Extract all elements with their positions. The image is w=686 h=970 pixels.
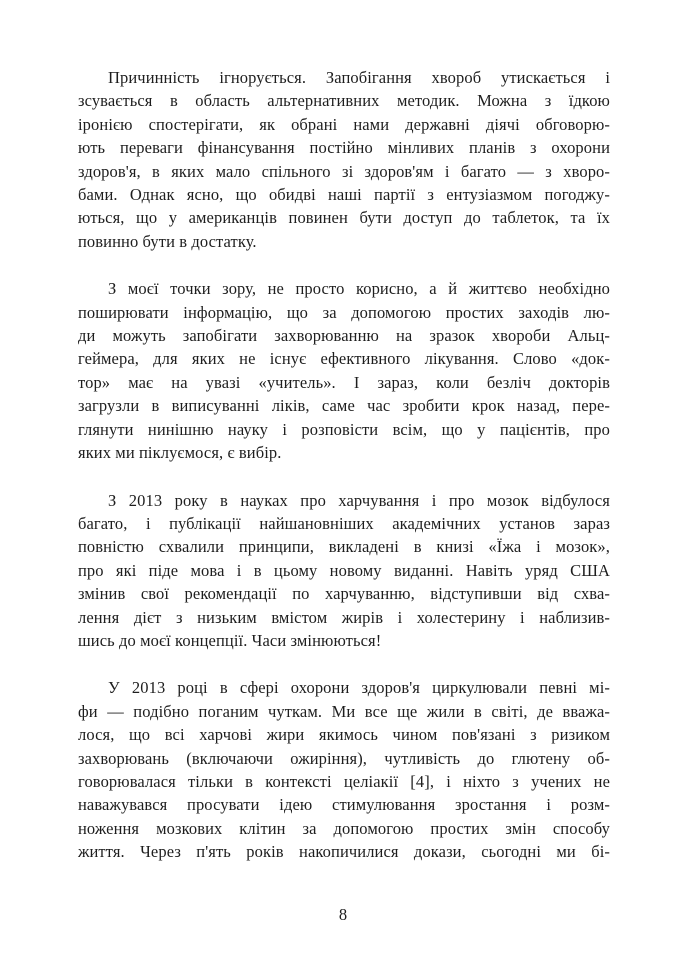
paragraph [78,489,610,653]
text-line: геймера, для яких не існує ефективного лікування. Слово «док- [78,349,610,369]
paragraph [78,676,610,863]
text-line: змінив свої рекомендації по харчуванню, відступивши від схва- [78,584,610,604]
page-number: 8 [338,905,348,924]
text-line: говорювалася тільки в контексті целіакії [4], і ніхто з учених не [78,771,610,791]
text-line: життя. Через п'ять років накопичилися докази, сьогодні ми бі- [78,842,610,862]
text-line: З 2013 року в науках про харчування і про мозок відбулося [108,490,610,510]
text-line: захворювань (включаючи ожиріння), чутливість до глютену об- [78,748,610,768]
text-line: поширювати інформацію, що за допомогою простих заходів лю- [78,302,610,322]
text-line: наважувався просувати ідею стимулювання зростання і розм- [78,795,610,815]
text-line: загрузли в виписуванні ліків, саме час зробити крок назад, пере- [78,396,610,416]
text-line: ються, що у американців повинен бути доступ до таблеток, та їх [78,208,610,228]
text-line: фи — подібно поганим чуткам. Ми все ще жили в світі, де вважа- [78,701,610,721]
text-line: ди можуть запобігати захворюванню на зразок хвороби Альц- [78,326,610,346]
paragraph [78,277,610,464]
text-line: яких ми піклуємося, є вибір. [78,443,282,463]
body-text [78,66,610,888]
text-line: шись до моєї концепції. Часи змінюються! [78,630,382,650]
text-line: про які піде мова і в цьому новому виданні. Навіть уряд США [78,560,610,580]
text-line: лення дієт з низьким вмістом жирів і холестерину і наблизив- [78,607,610,627]
paragraph [78,66,610,253]
text-line: повністю схвалили принципи, викладені в книзі «Їжа і мозок», [78,537,610,557]
text-line: ють переваги фінансування постійно мінливих планів з охорони [78,138,610,158]
text-line: тор» має на увазі «учитель». І зараз, коли безліч докторів [78,372,610,392]
text-line: Причинність ігнорується. Запобігання хвороб утискається і [108,68,610,87]
text-line: З моєї точки зору, не просто корисно, а й життєво необхідно [108,279,610,299]
text-line: багато, і публікації найшановніших академічних установ зараз [78,513,610,533]
text-line: здоров'я, в яких мало спільного зі здоров'ям і багато — з хворо- [78,161,610,181]
text-line: глянути нинішню науку і розповісти всім, що у пацієнтів, про [78,419,610,439]
text-line: повинно бути в достатку. [78,231,257,251]
text-line: лося, що всі харчові жири якимось чином пов'язані з ризиком [78,725,610,745]
text-line: У 2013 році в сфері охорони здоров'я циркулювали певні мі- [108,678,610,698]
text-line: іронією спостерігати, як обрані нами державні діячі обговорю- [78,114,610,134]
text-line: зсувається в область альтернативних методик. Можна з їдкою [78,91,610,111]
text-line: ноження мозкових клітин за допомогою простих змін способу [78,818,610,838]
text-line: бами. Однак ясно, що обидві наші партії з ентузіазмом погоджу- [78,185,610,205]
